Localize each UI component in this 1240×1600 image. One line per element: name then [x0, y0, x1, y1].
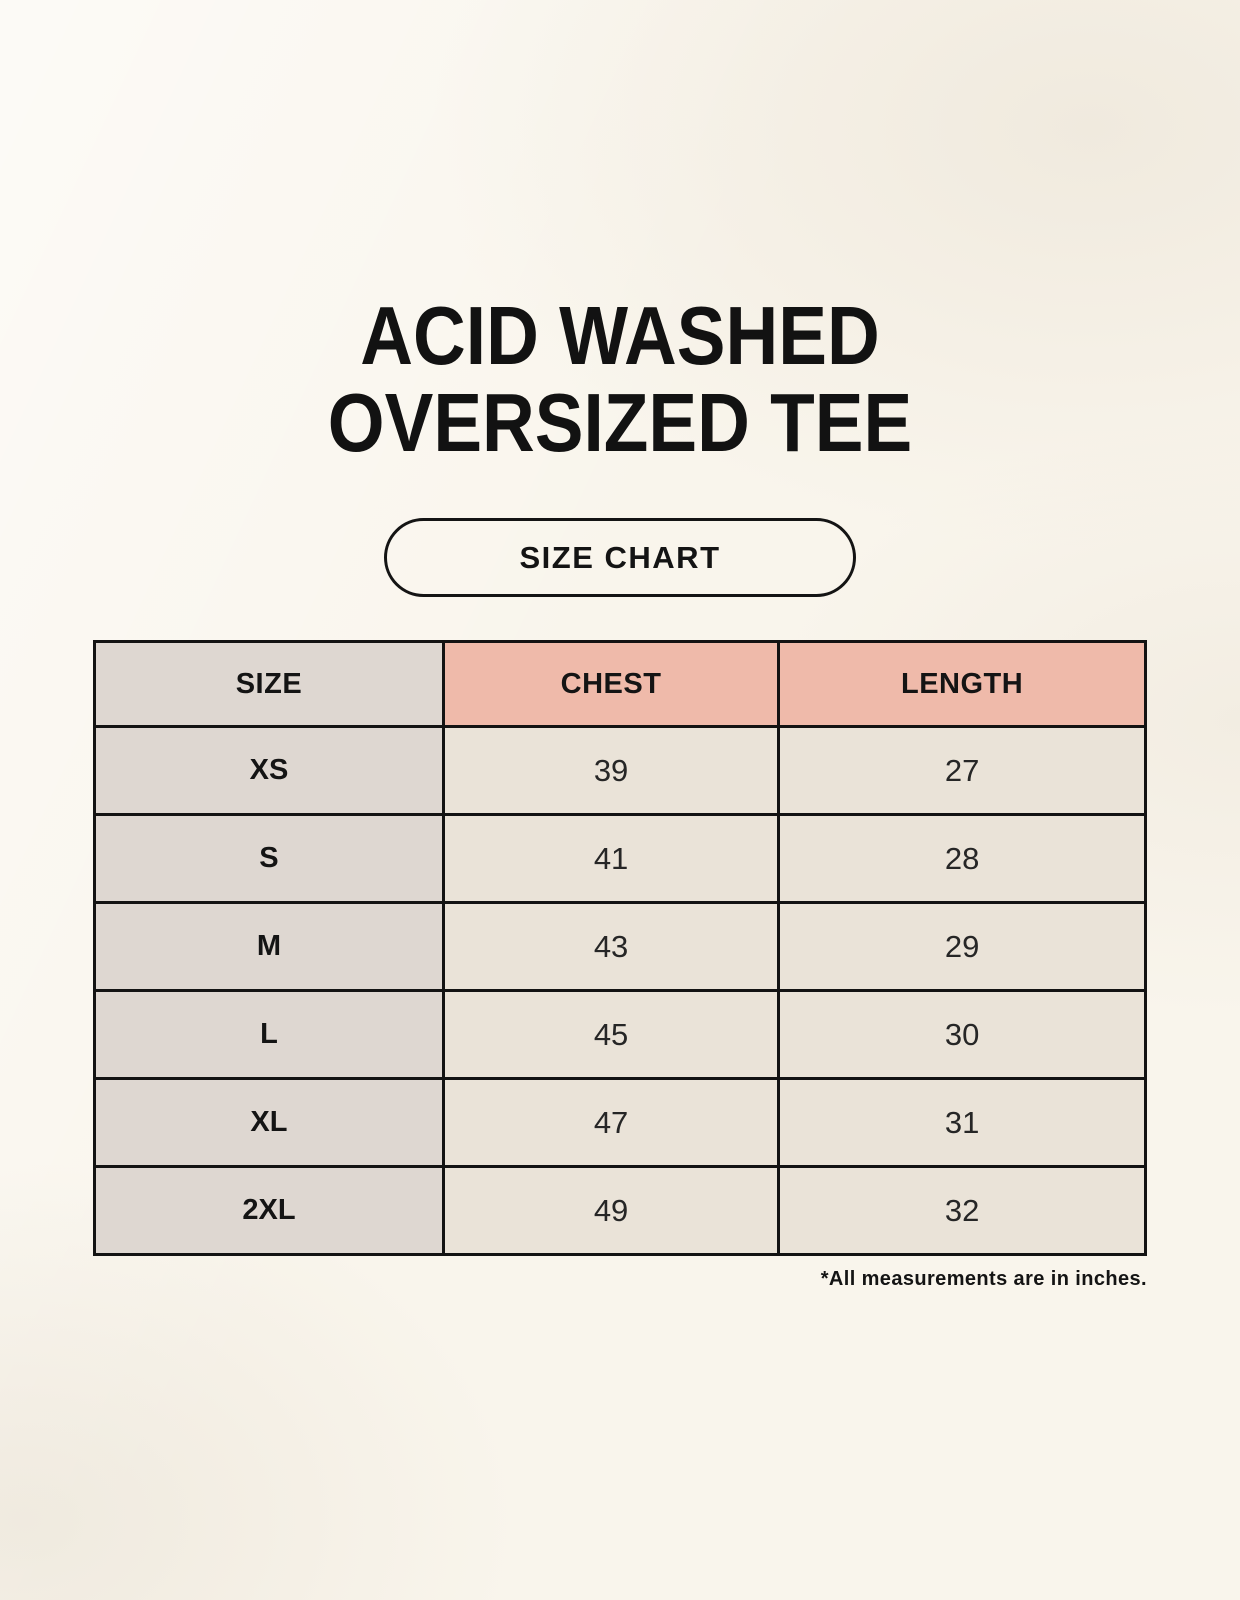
table-row	[95, 727, 1146, 815]
chest-value: 41	[443, 815, 778, 903]
column-header-length: LENGTH	[779, 642, 1146, 727]
size-label: L	[95, 991, 444, 1079]
chest-value: 47	[443, 1079, 778, 1167]
column-header-size: SIZE	[95, 642, 444, 727]
size-label: M	[95, 903, 444, 991]
measurements-footnote: *All measurements are in inches.	[820, 1268, 1147, 1291]
length-value: 31	[779, 1079, 1146, 1167]
length-value: 32	[779, 1167, 1146, 1255]
page-title-line-2: OVERSIZED TEE	[327, 376, 913, 470]
page-title	[74, 289, 1165, 470]
chest-value: 45	[443, 991, 778, 1079]
table-row	[95, 1167, 1146, 1255]
length-value: 28	[779, 815, 1146, 903]
table-row	[95, 991, 1146, 1079]
size-label: 2XL	[95, 1167, 444, 1255]
page-title-line-1: ACID WASHED	[360, 289, 880, 382]
column-header-chest: CHEST	[443, 642, 778, 727]
chest-value: 49	[443, 1167, 778, 1255]
length-value: 30	[779, 991, 1146, 1079]
length-value: 29	[779, 903, 1146, 991]
size-label: XS	[95, 727, 444, 815]
table-row	[95, 1079, 1146, 1167]
size-label: XL	[95, 1079, 444, 1167]
table-header-row	[95, 642, 1146, 727]
size-chart-table-container	[93, 640, 1147, 1256]
table-row	[95, 903, 1146, 991]
size-chart-badge	[384, 518, 856, 597]
chest-value: 43	[443, 903, 778, 991]
size-chart-table	[93, 640, 1147, 1256]
size-label: S	[95, 815, 444, 903]
chest-value: 39	[443, 727, 778, 815]
length-value: 27	[779, 727, 1146, 815]
table-row	[95, 815, 1146, 903]
size-chart-badge-label: SIZE CHART	[519, 539, 721, 575]
